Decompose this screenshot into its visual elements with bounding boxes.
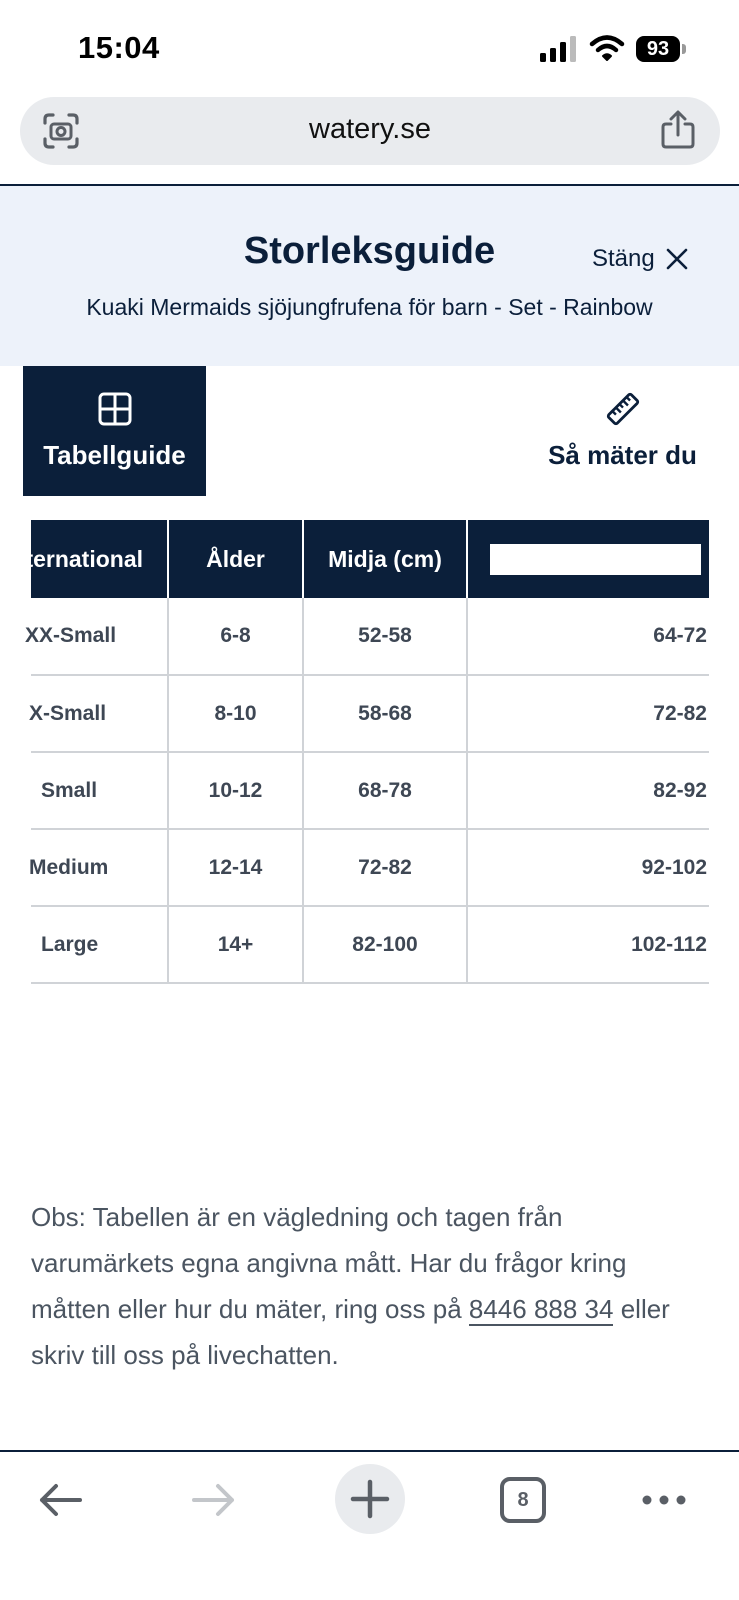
cell-age: 8-10: [168, 675, 303, 752]
tab-table-guide[interactable]: [23, 366, 206, 496]
size-guide-modal: [0, 184, 739, 1452]
close-link-label: Stäng: [592, 245, 655, 272]
close-icon[interactable]: [665, 247, 689, 271]
cell-international-text: Small: [41, 778, 98, 802]
battery-level: 93: [636, 36, 680, 62]
tabs-icon[interactable]: 8: [500, 1477, 546, 1523]
battery-icon: [636, 36, 686, 62]
cell-age: 10-12: [168, 752, 303, 829]
more-icon[interactable]: [640, 1482, 688, 1518]
size-table: [5, 520, 709, 984]
table-row: [31, 752, 709, 829]
cell-waist: 82-100: [303, 906, 467, 983]
cell-international-text: Large: [41, 932, 99, 956]
wifi-icon: [590, 34, 624, 62]
back-arrow-icon[interactable]: [36, 1476, 84, 1524]
cell-length: 92-102: [467, 829, 709, 906]
tab-label: Tabellguide: [43, 439, 186, 470]
cell-waist: 58-68: [303, 675, 467, 752]
table-row: [31, 598, 709, 675]
tab-how-to-measure[interactable]: [540, 366, 705, 496]
grid-icon: [98, 392, 132, 426]
cell-international-text: Medium: [29, 855, 109, 879]
size-table-scroll[interactable]: [5, 520, 709, 980]
cell-length: 82-92: [467, 752, 709, 829]
modal-header: [0, 186, 739, 366]
phone-link[interactable]: 8446 888 34: [468, 1294, 614, 1324]
cell-waist: 72-82: [303, 829, 467, 906]
table-header-row: [31, 520, 709, 598]
tab-label: Så mäter du: [548, 439, 697, 470]
modal-title: Storleksguide: [243, 230, 496, 272]
new-tab-plus-icon: [335, 1464, 405, 1534]
cell-international: [31, 829, 168, 906]
table-row: [31, 829, 709, 906]
close-link[interactable]: [592, 242, 689, 276]
status-time: 15:04: [78, 30, 160, 65]
size-note: [31, 1194, 691, 1378]
cell-length: 64-72: [467, 598, 709, 675]
note-text-after: eller skriv till oss på livechatten.: [31, 1294, 670, 1370]
cell-international-text: X-Small: [29, 701, 107, 725]
product-name: Kuaki Mermaids sjöjungfrufena för barn - Set - Rainbow: [86, 294, 653, 320]
address-bar[interactable]: [20, 97, 720, 165]
cell-international-text: XX-Small: [25, 624, 117, 647]
cell-length: 102-112: [467, 906, 709, 983]
signal-icon: [540, 36, 578, 62]
share-icon[interactable]: [660, 110, 696, 150]
cell-waist: 52-58: [303, 598, 467, 675]
new-tab-button[interactable]: [335, 1464, 405, 1534]
cell-age: 14+: [168, 906, 303, 983]
table-row: [31, 675, 709, 752]
battery-tip: [682, 44, 686, 54]
forward-arrow-icon[interactable]: [190, 1476, 238, 1524]
note-text-before: Obs: Tabellen är en vägledning och tagen från varumärkets egna angivna mått. Har du frågor kring måtten eller hur du mäter, ring oss på: [31, 1202, 627, 1324]
cell-age: 6-8: [168, 598, 303, 675]
status-bar: [0, 0, 739, 92]
cell-international: [25, 598, 168, 675]
column-header-international: International: [31, 520, 168, 598]
table-row: [31, 906, 709, 983]
cell-length: 72-82: [467, 675, 709, 752]
browser-toolbar: [0, 1454, 739, 1600]
cell-international: [31, 906, 168, 983]
cell-international: [31, 675, 168, 752]
url-text[interactable]: watery.se: [309, 113, 431, 145]
column-header-length: Böjd från navel till: [467, 520, 709, 598]
cell-age: 12-14: [168, 829, 303, 906]
column-header-waist: Midja (cm): [303, 520, 467, 598]
cell-waist: 68-78: [303, 752, 467, 829]
ruler-icon: [606, 392, 640, 426]
column-header-age: Ålder: [168, 520, 303, 598]
cell-international: [31, 752, 168, 829]
